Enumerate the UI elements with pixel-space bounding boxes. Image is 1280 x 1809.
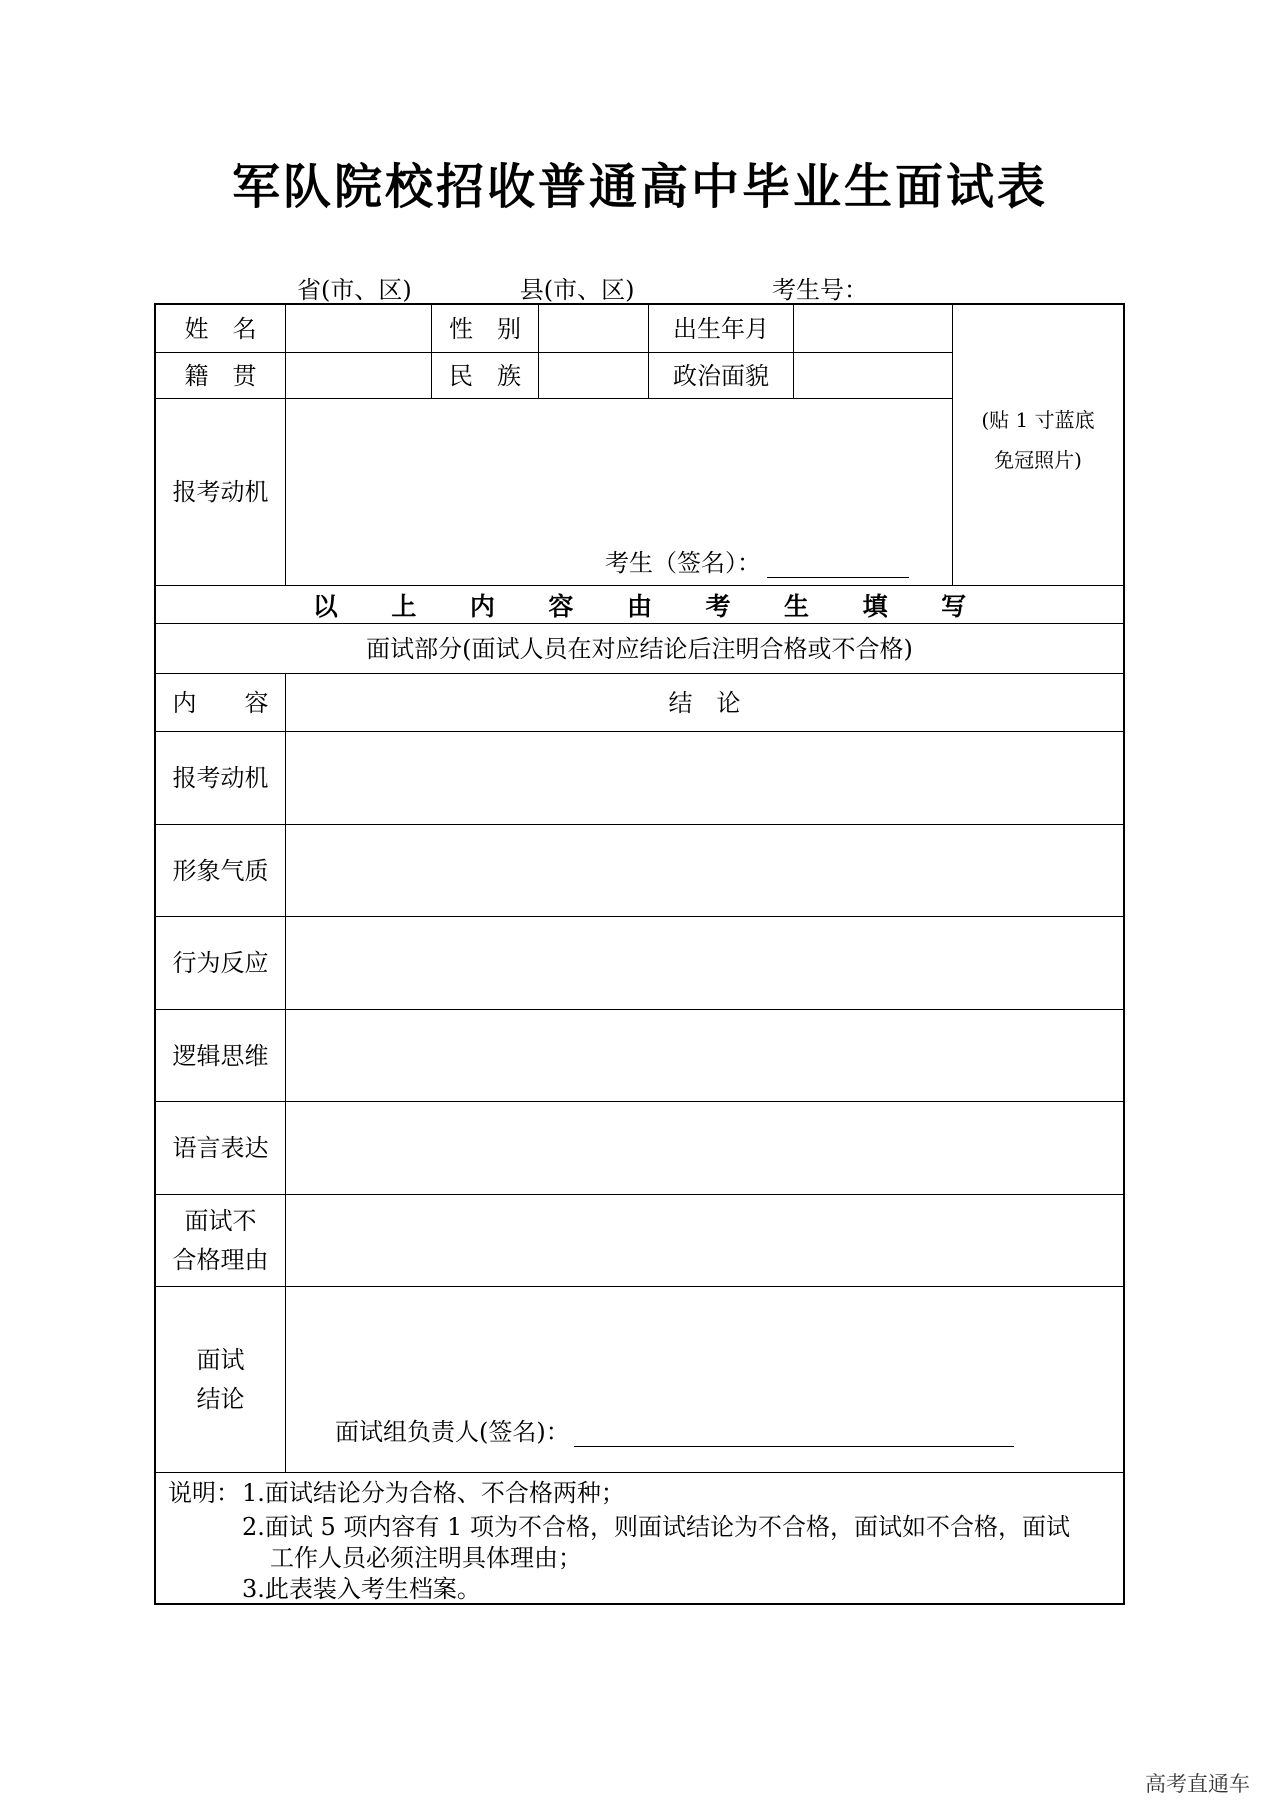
photo-note-line2: 免冠照片) bbox=[994, 448, 1082, 472]
item-field-appearance[interactable] bbox=[286, 825, 1123, 916]
province-blank[interactable] bbox=[195, 280, 297, 305]
gender-field[interactable] bbox=[539, 305, 648, 352]
name-field[interactable] bbox=[286, 305, 431, 352]
item-field-logic[interactable] bbox=[286, 1010, 1123, 1101]
gender-label: 性 别 bbox=[449, 314, 521, 343]
interview-result-label bbox=[156, 1287, 285, 1472]
county-label: 县(市、区) bbox=[519, 276, 635, 304]
fail-reason-field[interactable] bbox=[286, 1195, 1123, 1286]
item-label-logic: 逻辑思维 bbox=[172, 1041, 269, 1070]
interview-section-title: 面试部分(面试人员在对应结论后注明合格或不合格) bbox=[366, 634, 913, 663]
item-label-appearance: 形象气质 bbox=[172, 856, 269, 885]
county-blank[interactable] bbox=[412, 280, 520, 305]
birth-label: 出生年月 bbox=[673, 314, 769, 343]
native-place-field[interactable] bbox=[286, 353, 431, 398]
fail-reason-label-line1: 面试不 bbox=[184, 1207, 257, 1236]
header-exam-no bbox=[772, 270, 1076, 305]
filled-by-char: 以 bbox=[312, 591, 338, 621]
item-label-expression: 语言表达 bbox=[172, 1134, 269, 1162]
filled-by-char: 上 bbox=[391, 591, 417, 621]
applicant-signature-label: 考生（签名）： bbox=[605, 549, 761, 577]
leader-signature-label: 面试组负责人(签名)： bbox=[335, 1418, 570, 1446]
header-location-line bbox=[195, 270, 634, 305]
birth-field[interactable] bbox=[794, 305, 952, 352]
filled-by-char: 生 bbox=[784, 591, 810, 621]
filled-by-applicant-row bbox=[156, 586, 1123, 623]
content-column-header: 内 容 bbox=[172, 688, 269, 717]
applicant-signature bbox=[605, 543, 909, 578]
fail-reason-label bbox=[156, 1195, 285, 1286]
exam-no-label: 考生号： bbox=[772, 276, 868, 304]
notes-label: 说明： bbox=[168, 1479, 240, 1507]
page-title: 军队院校招收普通高中毕业生面试表 bbox=[231, 159, 1048, 215]
photo-note-line1: (贴 1 寸蓝底 bbox=[981, 408, 1095, 432]
filled-by-char: 由 bbox=[626, 591, 652, 621]
note-1: 1.面试结论分为合格、不合格两种； bbox=[242, 1479, 625, 1507]
fail-reason-label-line2: 合格理由 bbox=[172, 1245, 269, 1274]
ethnicity-label: 民 族 bbox=[449, 361, 521, 390]
applicant-signature-blank[interactable] bbox=[767, 553, 909, 578]
item-field-motivation[interactable] bbox=[286, 732, 1123, 824]
row-line bbox=[156, 1472, 1123, 1473]
filled-by-char: 考 bbox=[705, 591, 731, 621]
filled-by-char: 填 bbox=[862, 591, 888, 621]
leader-signature-blank[interactable] bbox=[574, 1422, 1014, 1447]
filled-by-char: 内 bbox=[469, 591, 495, 621]
item-field-behavior[interactable] bbox=[286, 917, 1123, 1009]
interview-result-label-line1: 面试 bbox=[196, 1346, 245, 1375]
motivation-label: 报考动机 bbox=[172, 478, 269, 506]
note-2: 2.面试 5 项内容有 1 项为不合格，则面试结论为不合格，面试如不合格，面试 bbox=[242, 1513, 1070, 1541]
exam-no-blank[interactable] bbox=[868, 280, 1076, 305]
note-2-cont: 工作人员必须注明具体理由； bbox=[270, 1544, 582, 1572]
watermark-text: 高考直通车 bbox=[1145, 1772, 1250, 1796]
native-place-label: 籍 贯 bbox=[184, 361, 257, 390]
conclusion-column-header: 结 论 bbox=[668, 688, 741, 717]
item-label-behavior: 行为反应 bbox=[172, 949, 269, 977]
leader-signature bbox=[335, 1412, 1014, 1447]
ethnicity-field[interactable] bbox=[539, 353, 648, 398]
interview-result-label-line2: 结论 bbox=[196, 1384, 245, 1413]
filled-by-char: 容 bbox=[548, 591, 574, 621]
photo-box[interactable] bbox=[953, 390, 1123, 490]
political-status-field[interactable] bbox=[794, 353, 952, 398]
political-status-label: 政治面貌 bbox=[673, 361, 769, 390]
item-label-motivation: 报考动机 bbox=[172, 764, 269, 792]
province-label: 省(市、区) bbox=[297, 276, 412, 304]
name-label: 姓 名 bbox=[184, 314, 257, 343]
filled-by-char: 写 bbox=[941, 591, 967, 621]
note-3: 3.此表装入考生档案。 bbox=[242, 1575, 481, 1603]
item-field-expression[interactable] bbox=[286, 1102, 1123, 1194]
